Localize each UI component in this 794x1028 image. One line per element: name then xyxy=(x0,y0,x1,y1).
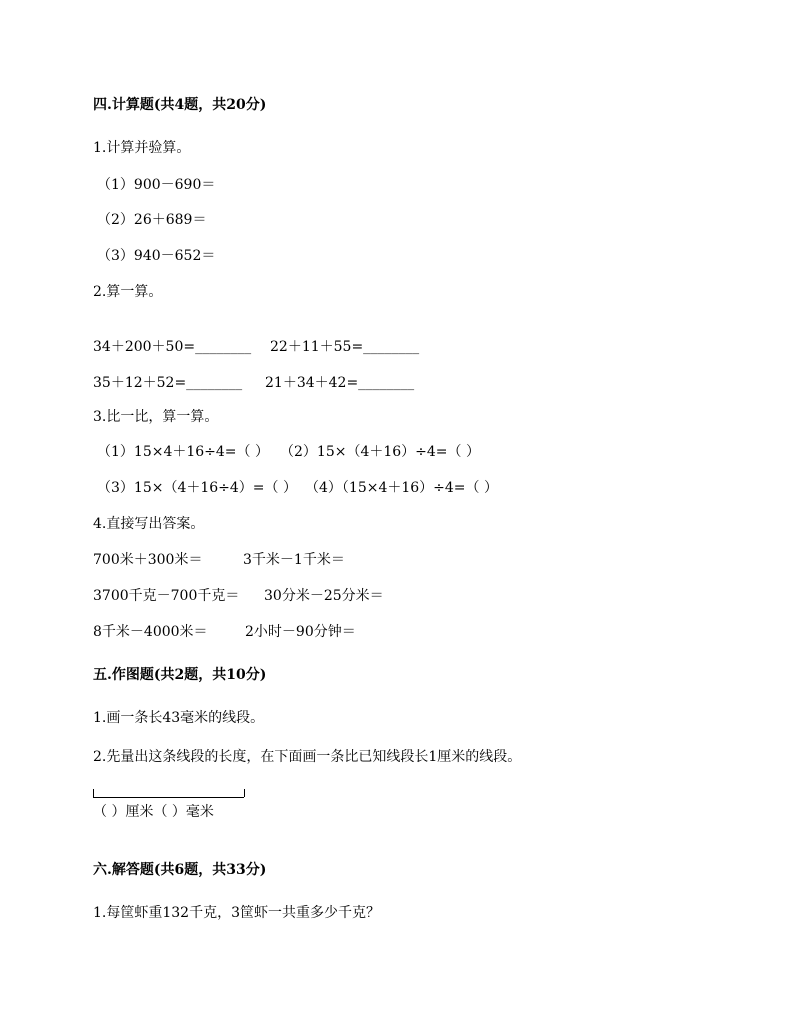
question-4-1-item-3: （3）940－652＝ xyxy=(97,248,216,264)
question-4-2-expr: 21＋34＋42=________ xyxy=(265,375,415,391)
section-4-heading: 四.计算题(共4题，共20分) xyxy=(93,97,267,113)
question-4-1-item-1: （1）900－690＝ xyxy=(97,177,216,193)
question-4-2-expr: 35＋12＋52=________ xyxy=(93,375,243,391)
section-6-heading: 六.解答题(共6题，共33分) xyxy=(93,862,267,878)
segment-right-tick xyxy=(244,789,245,797)
question-4-3-expr: （1）15×4＋16÷4=（ ） xyxy=(97,444,269,460)
question-4-4-expr: 8千米－4000米＝ xyxy=(93,624,208,640)
question-4-2-expr: 22＋11＋55=________ xyxy=(270,339,420,355)
question-4-3-expr: （2）15×（4＋16）÷4=（ ） xyxy=(280,444,480,460)
question-4-4-expr: 3千米－1千米＝ xyxy=(243,552,345,568)
question-5-2: 2.先量出这条线段的长度，在下面画一条比已知线段长1厘米的线段。 xyxy=(93,749,522,765)
question-4-3-expr: （3）15×（4＋16÷4）=（ ） xyxy=(97,480,297,496)
section-5-heading: 五.作图题(共2题，共10分) xyxy=(93,667,267,683)
question-6-1: 1.每筐虾重132千克，3筐虾一共重多少千克？ xyxy=(93,905,380,921)
question-5-1: 1.画一条长43毫米的线段。 xyxy=(93,710,265,726)
question-4-1-title: 1.计算并验算。 xyxy=(93,140,191,156)
question-4-4-expr: 30分米－25分米＝ xyxy=(264,588,384,604)
segment-line xyxy=(93,797,244,798)
question-4-3-title: 3.比一比，算一算。 xyxy=(93,409,219,425)
question-4-4-expr: 700米＋300米＝ xyxy=(93,552,203,568)
question-4-4-expr: 3700千克－700千克＝ xyxy=(93,588,240,604)
question-4-2-title: 2.算一算。 xyxy=(93,284,163,300)
segment-label: （ ）厘米（ ）毫米 xyxy=(93,804,214,820)
question-4-4-expr: 2小时－90分钟＝ xyxy=(245,624,356,640)
question-4-2-expr: 34＋200＋50=________ xyxy=(93,339,252,355)
question-4-4-title: 4.直接写出答案。 xyxy=(93,516,205,532)
question-4-1-item-2: （2）26＋689＝ xyxy=(97,212,207,228)
segment-left-tick xyxy=(93,789,94,797)
question-4-3-expr: （4）（15×4＋16）÷4=（ ） xyxy=(305,480,498,496)
